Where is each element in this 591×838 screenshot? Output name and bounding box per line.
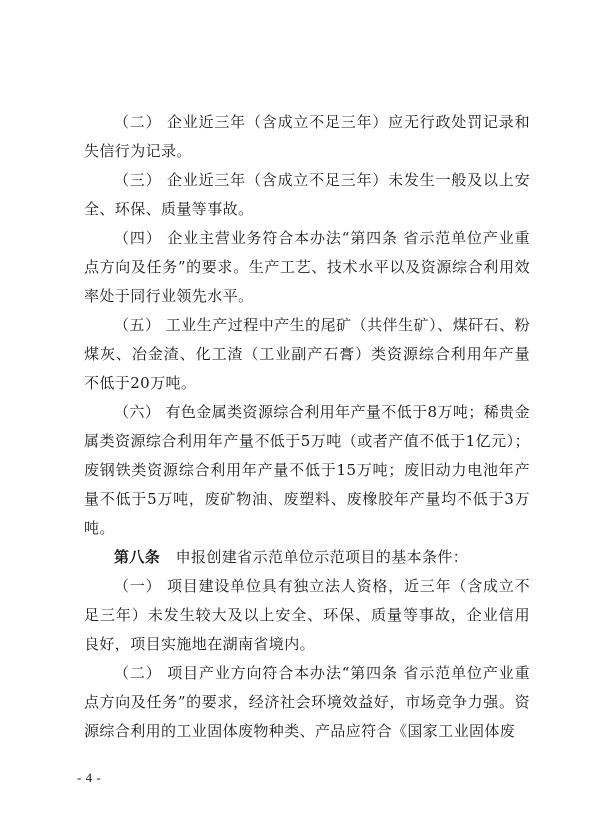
- page-number: - 4 -: [77, 770, 102, 785]
- clause-2-paragraph: [84, 108, 530, 166]
- paragraph-text: （六） 有色金属类资源综合利用年产量不低于8万吨；稀贵金属类资源综合利用年产量不低于5万吨（或者产值不低于1亿元）；废钢铁类资源综合利用年产量不低于15万吨；废旧动力电池年产量不低于5万吨，废矿物油、废塑料、废橡胶年产量均不低于3万吨。: [84, 403, 530, 537]
- clause-4-paragraph: [84, 224, 530, 311]
- paragraph-text: （二） 项目产业方向符合本办法“第四条 省示范单位产业重点方向及任务”的要求，经济社会环境效益好，市场竞争力强。资源综合利用的工业固体废物种类、产品应符合《国家工业固体废: [84, 664, 530, 740]
- paragraph-text: （四） 企业主营业务符合本办法“第四条 省示范单位产业重点方向及任务”的要求。生产工艺、技术水平以及资源综合利用效率处于同行业领先水平。: [84, 229, 530, 305]
- paragraph-text: 申报创建省示范单位示范项目的基本条件：: [160, 548, 469, 566]
- paragraph-text: （一） 项目建设单位具有独立法人资格，近三年（含成立不足三年）未发生较大及以上安全、环保、质量等事故，企业信用良好，项目实施地在湖南省境内。: [84, 577, 530, 653]
- article-number: 第八条: [114, 548, 161, 566]
- clause-6-paragraph: [84, 398, 530, 543]
- project-clause-2-paragraph: [84, 659, 530, 746]
- article-8-heading: [84, 543, 530, 572]
- paragraph-text: （三） 企业近三年（含成立不足三年）未发生一般及以上安全、环保、质量等事故。: [84, 171, 530, 218]
- paragraph-text: （五） 工业生产过程中产生的尾矿（共伴生矿）、煤矸石、粉煤灰、冶金渣、化工渣（工业副产石膏）类资源综合利用年产量不低于20万吨。: [84, 316, 530, 392]
- document-body: [84, 108, 530, 746]
- paragraph-text: （二） 企业近三年（含成立不足三年）应无行政处罚记录和失信行为记录。: [84, 113, 530, 160]
- project-clause-1-paragraph: [84, 572, 530, 659]
- clause-3-paragraph: [84, 166, 530, 224]
- clause-5-paragraph: [84, 311, 530, 398]
